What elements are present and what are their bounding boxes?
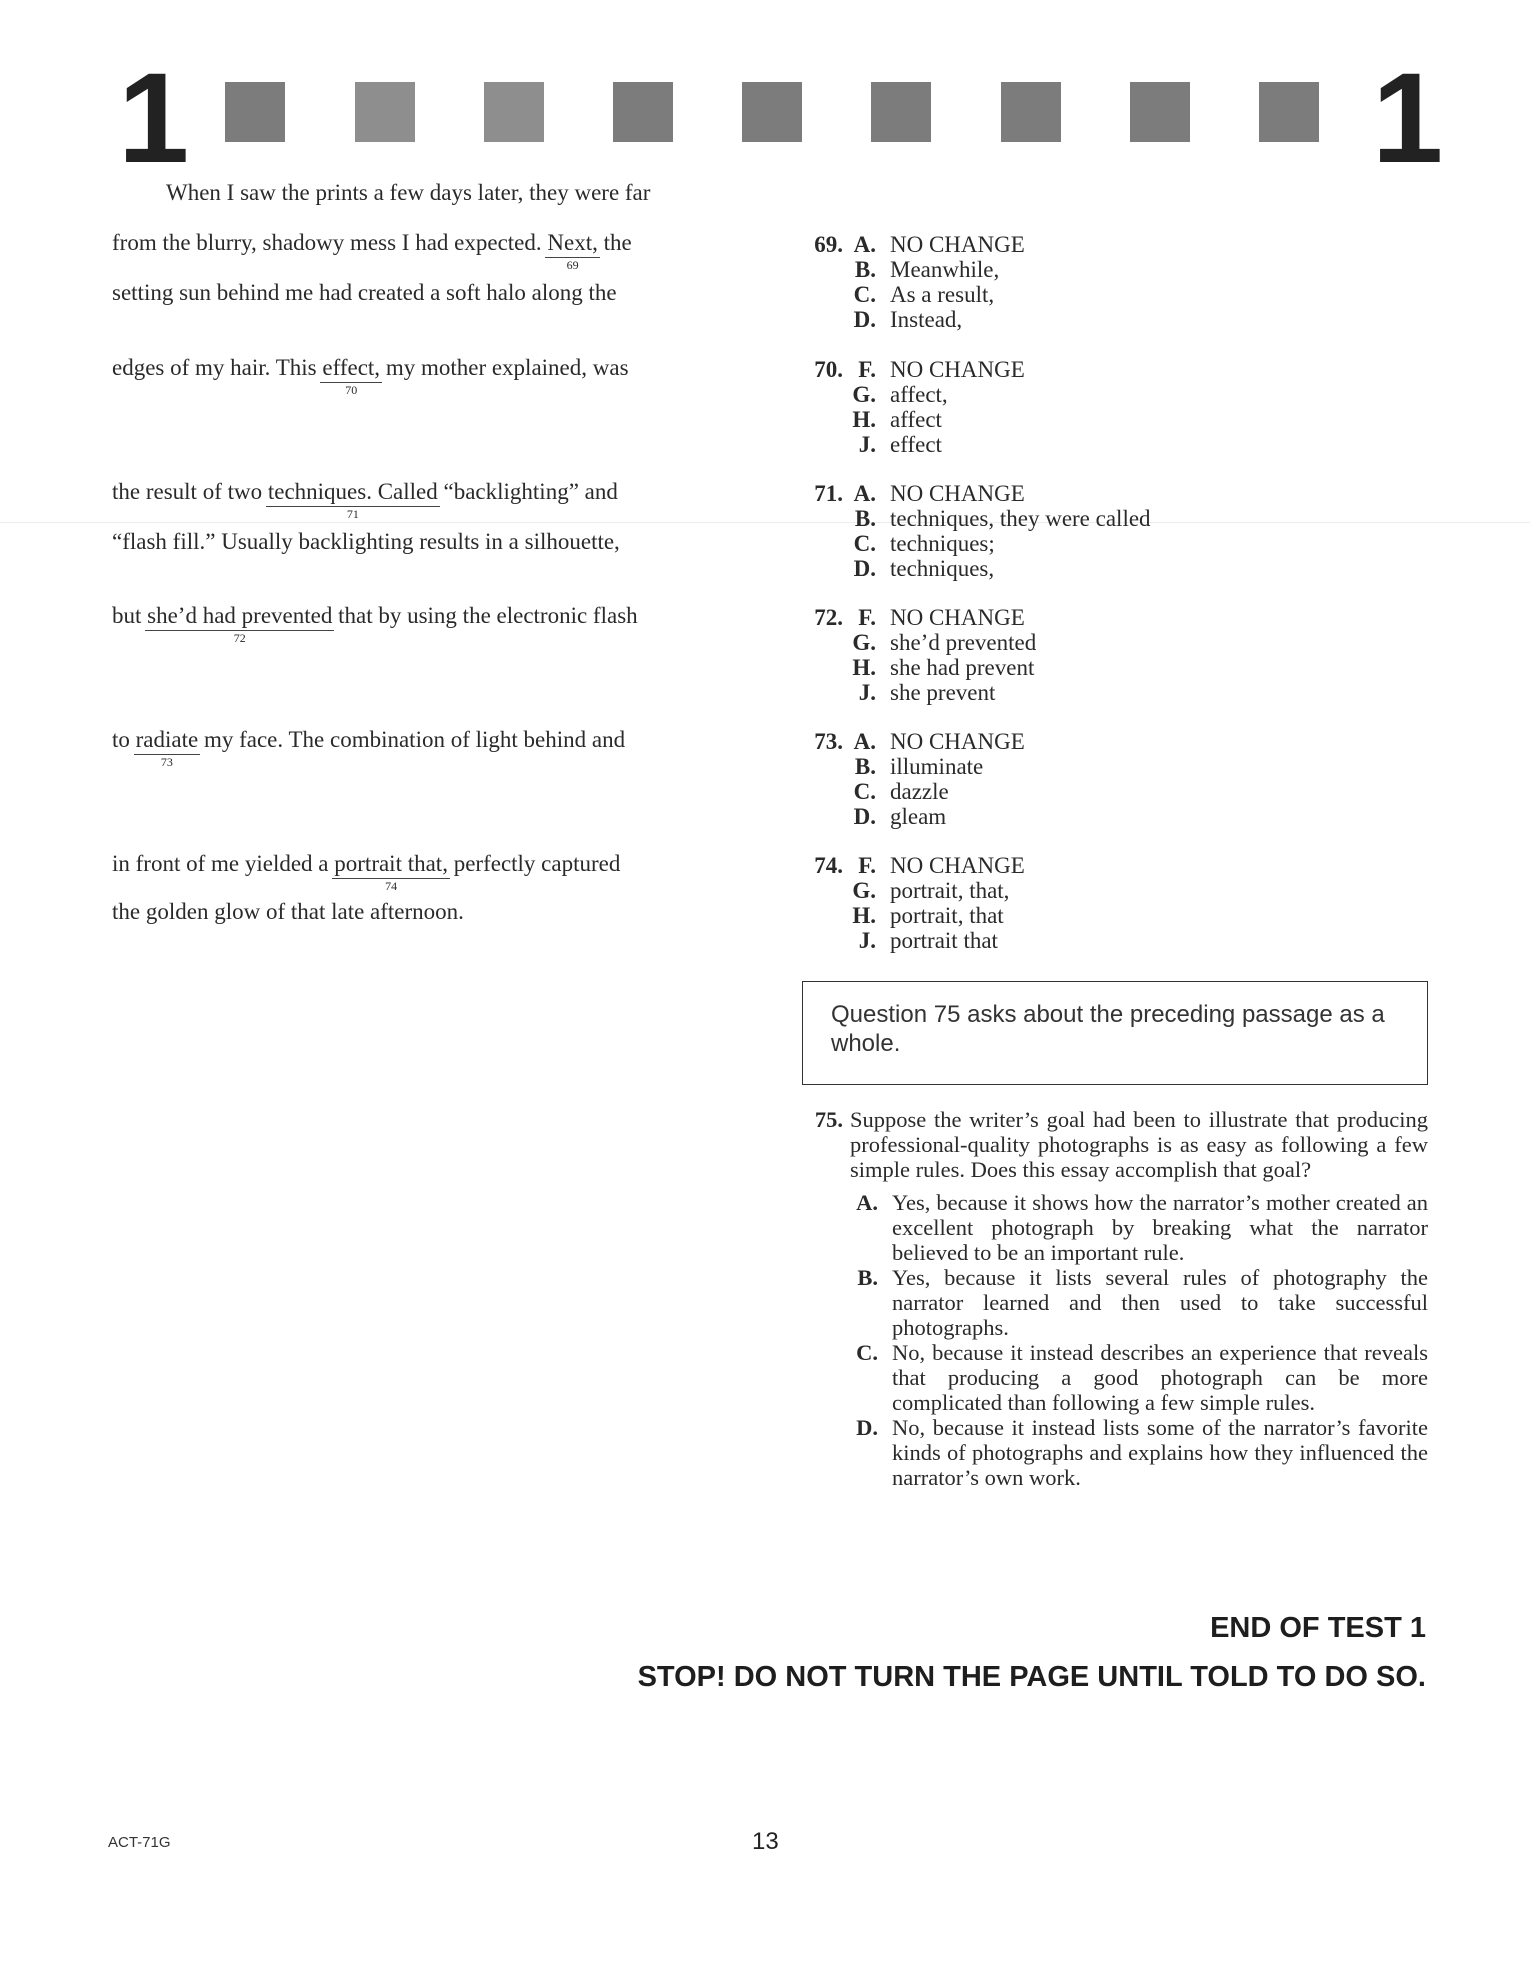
underlined-text: techniques. Called <box>267 479 438 504</box>
option-text: As a result, <box>890 282 995 307</box>
end-of-test: END OF TEST 1 <box>1210 1612 1426 1644</box>
option-letter: C. <box>853 779 876 804</box>
option-text: Instead, <box>890 307 963 332</box>
page-number: 13 <box>752 1828 779 1855</box>
passage-text: my face. The combination of light behind and <box>198 727 626 752</box>
passage-line: setting sun behind me had created a soft halo along the <box>112 280 617 305</box>
option-text: she had prevent <box>890 655 1035 680</box>
question-70 <box>800 357 1025 457</box>
question-ref-73: 73 <box>160 755 173 769</box>
underlined-portion-73 <box>135 725 199 769</box>
question-number: 73. <box>814 729 843 754</box>
option-letter: B. <box>857 1265 878 1290</box>
question-74 <box>800 853 1025 953</box>
passage-line <box>112 353 629 397</box>
question-ref-69: 69 <box>566 258 579 272</box>
passage-text: my mother explained, was <box>380 355 629 380</box>
passage-text: the result of two <box>112 479 268 504</box>
option-letter: H. <box>852 903 876 928</box>
question-number: 70. <box>814 357 843 382</box>
option-text: portrait, that, <box>890 878 1010 903</box>
question-ref-70: 70 <box>345 383 358 397</box>
question-72 <box>800 605 1036 705</box>
option-letter: D. <box>853 307 876 332</box>
question-number: 69. <box>814 232 843 257</box>
option-text: NO CHANGE <box>890 729 1025 754</box>
underlined-portion-70 <box>322 353 381 397</box>
option-letter: A. <box>853 729 876 754</box>
passage-line <box>112 725 626 769</box>
option-text: NO CHANGE <box>890 481 1025 506</box>
option-letter: D. <box>853 804 876 829</box>
header-square <box>225 82 285 142</box>
underlined-portion-74 <box>334 849 448 893</box>
section-number-right: 1 <box>1372 47 1444 190</box>
option-letter: G. <box>852 878 876 903</box>
option-text: Yes, because it lists several rules of photography the narrator learned and then used to take successful photographs. <box>892 1265 1428 1340</box>
passage-line: the golden glow of that late afternoon. <box>112 899 464 924</box>
passage-line <box>112 228 632 272</box>
option-letter: H. <box>852 407 876 432</box>
option-text: affect, <box>890 382 948 407</box>
option-text: NO CHANGE <box>890 605 1025 630</box>
option-letter: B. <box>854 754 876 779</box>
option-text: Meanwhile, <box>890 257 1000 282</box>
underlined-text: radiate <box>135 727 199 752</box>
option-letter: F. <box>858 853 876 878</box>
section-number-left: 1 <box>118 47 190 190</box>
underlined-text: Next, <box>547 230 598 255</box>
question-71 <box>800 481 1151 581</box>
option-text: dazzle <box>890 779 949 804</box>
option-text: No, because it instead describes an experience that reveals that producing a good photograph can be more complicated than following a few simple rules. <box>892 1340 1428 1415</box>
header-square <box>871 82 931 142</box>
option-text: NO CHANGE <box>890 853 1025 878</box>
passage-text: perfectly captured <box>447 851 621 876</box>
option-text: NO CHANGE <box>890 357 1025 382</box>
option-text: portrait, that <box>890 903 1004 928</box>
option-letter: C. <box>853 282 876 307</box>
header-square <box>484 82 544 142</box>
option-text: gleam <box>890 804 947 829</box>
passage-text: the <box>597 230 632 255</box>
question-stem: Suppose the writer’s goal had been to illustrate that producing professional-quality photographs is as easy as following a few simple rules. Does this essay accomplish that goal? <box>850 1107 1428 1182</box>
instruction-text: Question 75 asks about the preceding passage as a whole. <box>831 1001 1385 1057</box>
underlined-text: she’d had prevented <box>147 603 333 628</box>
option-text: No, because it instead lists some of the narrator’s favorite kinds of photographs and explains how they influenced the narrator’s own work. <box>892 1415 1428 1490</box>
underlined-portion-69 <box>547 228 598 272</box>
option-letter: A. <box>853 232 876 257</box>
passage-text: in front of me yielded a <box>112 851 335 876</box>
header-square <box>1259 82 1319 142</box>
option-letter: F. <box>858 605 876 630</box>
option-text: Yes, because it shows how the narrator’s mother created an excellent photograph by breaking what the narrator believed to be an important rule. <box>892 1190 1428 1265</box>
underlined-text: portrait that, <box>334 851 448 876</box>
underlined-text: effect, <box>322 355 381 380</box>
header-square <box>742 82 802 142</box>
header-square <box>1001 82 1061 142</box>
option-letter: B. <box>854 506 876 531</box>
option-text: affect <box>890 407 942 432</box>
option-letter: G. <box>852 630 876 655</box>
option-text: techniques, they were called <box>890 506 1151 531</box>
option-text: she prevent <box>890 680 996 705</box>
option-text: she’d prevented <box>890 630 1037 655</box>
header-square <box>613 82 673 142</box>
passage-line: When I saw the prints a few days later, they were far <box>166 180 651 205</box>
header-square <box>1130 82 1190 142</box>
option-letter: A. <box>853 481 876 506</box>
option-text: techniques, <box>890 556 995 581</box>
option-letter: G. <box>852 382 876 407</box>
option-letter: B. <box>854 257 876 282</box>
question-number: 71. <box>814 481 843 506</box>
passage-text: edges of my hair. This <box>112 355 323 380</box>
option-letter: D. <box>853 556 876 581</box>
option-letter: D. <box>856 1415 878 1440</box>
passage-line <box>112 477 618 521</box>
option-letter: J. <box>858 680 876 705</box>
underlined-portion-72 <box>147 601 333 645</box>
question-number: 74. <box>814 853 843 878</box>
question-ref-71: 71 <box>346 507 359 521</box>
option-letter: C. <box>853 531 876 556</box>
question-73 <box>800 729 1025 829</box>
question-69 <box>800 232 1025 332</box>
instruction-box <box>802 981 1428 1085</box>
option-text: effect <box>890 432 942 457</box>
question-ref-74: 74 <box>385 879 398 893</box>
passage-text: but <box>112 603 148 628</box>
option-text: techniques; <box>890 531 995 556</box>
underlined-portion-71 <box>267 477 438 521</box>
header-square <box>355 82 415 142</box>
option-letter: J. <box>858 432 876 457</box>
question-ref-72: 72 <box>233 631 246 645</box>
question-number: 72. <box>814 605 843 630</box>
passage-text: from the blurry, shadowy mess I had expected. <box>112 230 548 255</box>
stop-notice: STOP! DO NOT TURN THE PAGE UNTIL TOLD TO DO SO. <box>637 1661 1426 1693</box>
test-code: ACT-71G <box>108 1834 171 1851</box>
passage-text: to <box>112 727 136 752</box>
option-letter: J. <box>858 928 876 953</box>
option-letter: A. <box>856 1190 878 1215</box>
passage-text: that by using the electronic flash <box>332 603 638 628</box>
option-letter: H. <box>852 655 876 680</box>
option-text: NO CHANGE <box>890 232 1025 257</box>
scan-line <box>0 522 1530 523</box>
question-number: 75. <box>814 1107 843 1132</box>
passage-line: “flash fill.” Usually backlighting results in a silhouette, <box>112 529 620 554</box>
option-text: portrait that <box>890 928 998 953</box>
passage-text: “backlighting” and <box>437 479 618 504</box>
option-letter: C. <box>856 1340 878 1365</box>
question-75 <box>800 1107 1428 1490</box>
option-letter: F. <box>858 357 876 382</box>
passage-line <box>112 849 621 893</box>
option-text: illuminate <box>890 754 984 779</box>
passage-line <box>112 601 638 645</box>
